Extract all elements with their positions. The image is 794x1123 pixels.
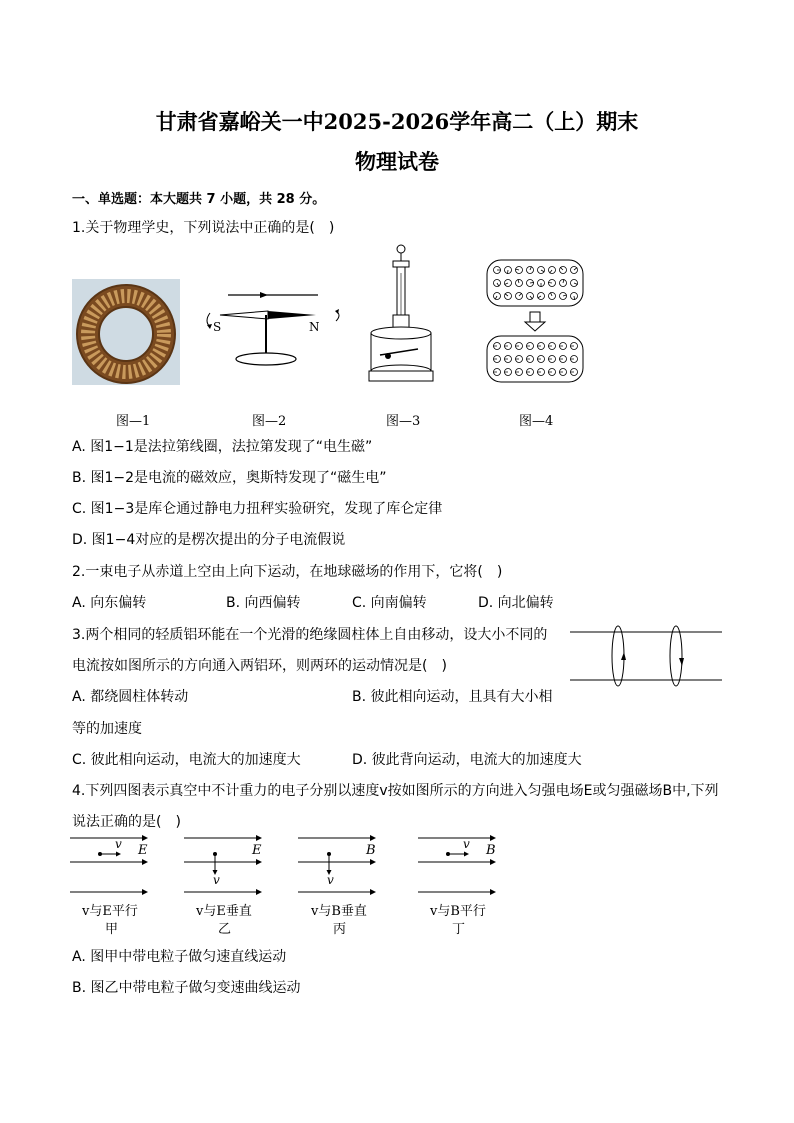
diagram-yi-caption: v与E垂直: [196, 904, 252, 919]
jia-field-label: E: [138, 843, 148, 858]
q4-option-a: A. 图甲中带电粒子做匀速直线运动: [72, 949, 287, 965]
diagram-jia: [70, 832, 155, 900]
diagram-bing: [298, 832, 383, 900]
diagram-bing-label: 丙: [333, 922, 347, 937]
yi-v-label: v: [213, 873, 220, 887]
fig2-caption: 图—2: [252, 414, 287, 429]
q4-stem-line2: 说法正确的是( ): [72, 814, 181, 830]
molecular-current-diagram: [485, 258, 585, 390]
q1-stem: 1.关于物理学史，下列说法中正确的是( ): [72, 220, 335, 236]
q3-option-b-line2: 等的加速度: [72, 721, 142, 737]
page-subtitle: 物理试卷: [355, 149, 439, 174]
diagram-bing-caption: v与B垂直: [311, 904, 367, 919]
fig3-caption: 图—3: [386, 414, 421, 429]
diagram-ding-caption: v与B平行: [430, 904, 486, 919]
q2-option-d: D. 向北偏转: [478, 595, 554, 611]
q2-option-b: B. 向西偏转: [226, 595, 301, 611]
aluminum-rings-diagram: [570, 622, 722, 692]
q3-stem-line2: 电流按如图所示的方向通入两铝环，则两环的运动情况是( ): [72, 658, 447, 674]
bing-v-label: v: [327, 873, 334, 887]
oersted-compass-diagram: [198, 285, 348, 370]
faraday-coil-image: [72, 279, 180, 385]
fig4-caption: 图—4: [519, 414, 554, 429]
q1-option-d: D. 图1−4对应的是楞次提出的分子电流假说: [72, 532, 346, 548]
jia-v-label: v: [115, 837, 122, 851]
molecular-current-tick: [530, 282, 534, 283]
diagram-jia-label: 甲: [105, 922, 119, 937]
diagram-ding-label: 丁: [452, 922, 466, 937]
diagram-ding: [418, 832, 503, 900]
q4-option-b: B. 图乙中带电粒子做匀变速曲线运动: [72, 980, 301, 996]
fig1-caption: 图—1: [116, 414, 151, 429]
compass-label-n: N: [309, 320, 320, 334]
compass-label-s: S: [213, 320, 222, 334]
diagram-yi-label: 乙: [218, 922, 232, 937]
diagram-yi: [184, 832, 269, 900]
q3-option-d: D. 彼此背向运动，电流大的加速度大: [352, 752, 582, 768]
q2-stem: 2.一束电子从赤道上空由上向下运动，在地球磁场的作用下，它将( ): [72, 564, 503, 580]
q3-stem-line1: 3.两个相同的轻质铝环能在一个光滑的绝缘圆柱体上自由移动，设大小不同的: [72, 627, 548, 643]
q1-option-a: A. 图1−1是法拉第线圈，法拉第发现了“电生磁”: [72, 439, 373, 455]
page-title: 甘肃省嘉峪关一中2025-2026学年高二（上）期末: [155, 109, 639, 134]
q3-option-a: A. 都绕圆柱体转动: [72, 689, 189, 705]
q2-option-c: C. 向南偏转: [352, 595, 427, 611]
torsion-balance-diagram: [366, 243, 436, 388]
q4-stem-line1: 4.下列四图表示真空中不计重力的电子分别以速度v按如图所示的方向进入匀强电场E或匀强磁场B中,下列: [72, 783, 719, 799]
bing-field-label: B: [366, 843, 376, 858]
q3-option-b-line1: B. 彼此相向运动，且具有大小相: [352, 689, 553, 705]
q1-option-b: B. 图1−2是电流的磁效应，奥斯特发现了“磁生电”: [72, 470, 387, 486]
molecular-current-tick: [507, 270, 508, 274]
ding-v-label: v: [463, 837, 470, 851]
ding-field-label: B: [486, 843, 496, 858]
diagram-jia-caption: v与E平行: [82, 904, 138, 919]
yi-field-label: E: [252, 843, 262, 858]
q2-option-a: A. 向东偏转: [72, 595, 147, 611]
section-heading: 一、单选题：本大题共 7 小题，共 28 分。: [72, 192, 326, 207]
q3-option-c: C. 彼此相向运动，电流大的加速度大: [72, 752, 301, 768]
q1-option-c: C. 图1−3是库仑通过静电力扭秤实验研究，发现了库仑定律: [72, 501, 443, 517]
